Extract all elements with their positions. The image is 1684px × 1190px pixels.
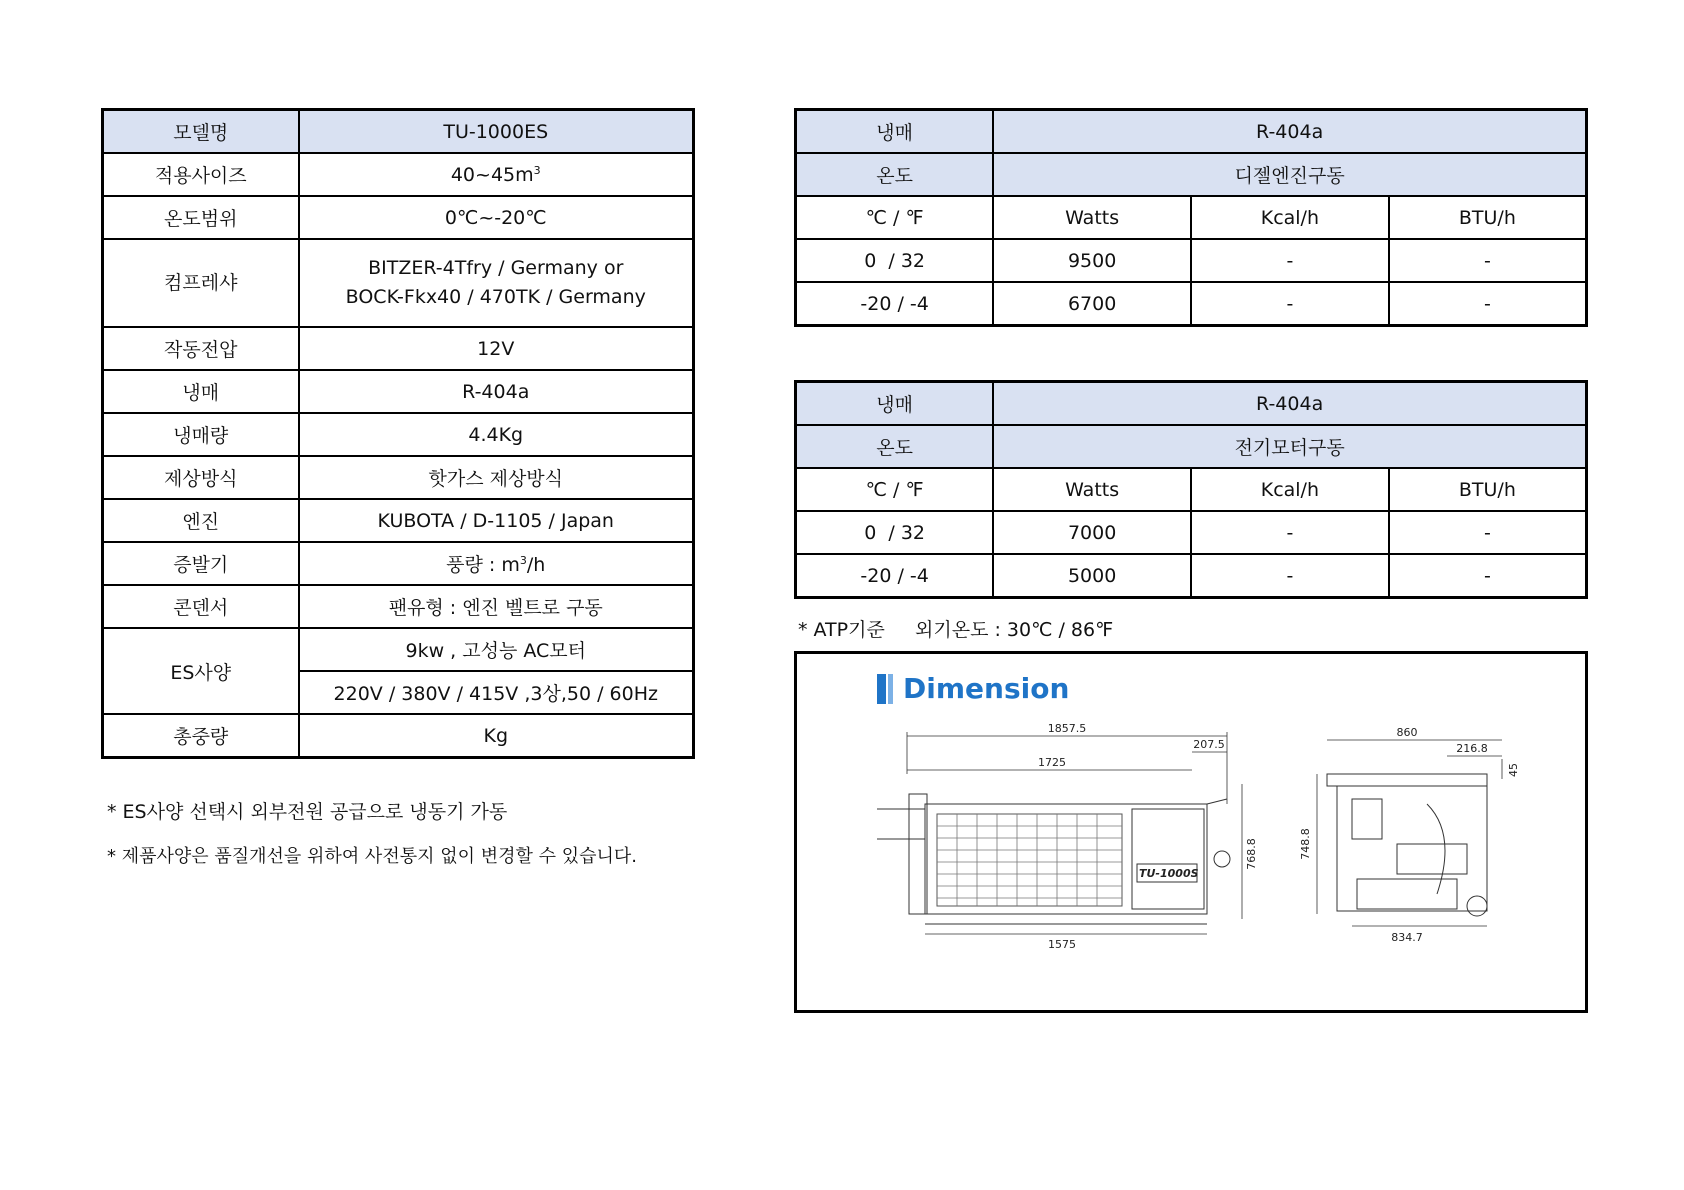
column-header: BTU/h bbox=[1389, 196, 1587, 239]
temp-label: 온도 bbox=[796, 153, 994, 196]
table-cell: - bbox=[1389, 239, 1587, 282]
refrigerant-value: R-404a bbox=[993, 382, 1586, 426]
spec-label: 냉매량 bbox=[103, 413, 299, 456]
title-accent-bar-light bbox=[888, 674, 893, 704]
spec-value bbox=[299, 239, 694, 327]
spec-label: 엔진 bbox=[103, 499, 299, 542]
table-row bbox=[796, 382, 1587, 426]
spec-label: 적용사이즈 bbox=[103, 153, 299, 196]
temp-label: 온도 bbox=[796, 425, 994, 468]
table-cell: - bbox=[1191, 282, 1389, 326]
table-row bbox=[103, 327, 694, 370]
dimension-drawing bbox=[797, 654, 1585, 1010]
table-cell: 7000 bbox=[993, 511, 1191, 554]
table-row bbox=[796, 282, 1587, 326]
spec-label: 작동전압 bbox=[103, 327, 299, 370]
table-row bbox=[103, 542, 694, 585]
spec-value: 0℃~-20℃ bbox=[299, 196, 694, 239]
spec-label: 냉매 bbox=[103, 370, 299, 413]
table-cell: -20 / -4 bbox=[796, 282, 994, 326]
model-label: TU-1000S bbox=[1139, 867, 1199, 880]
side-body-outline bbox=[1337, 786, 1487, 911]
table-row bbox=[103, 370, 694, 413]
table-row bbox=[103, 196, 694, 239]
column-header: Kcal/h bbox=[1191, 196, 1389, 239]
side-pipe bbox=[1427, 804, 1445, 894]
spec-label: ES사양 bbox=[103, 628, 299, 714]
dim-side-height: 748.8 bbox=[1299, 828, 1312, 860]
spec-value bbox=[299, 153, 694, 196]
spec-value: TU-1000ES bbox=[299, 110, 694, 154]
spec-label: 모델명 bbox=[103, 110, 299, 154]
table-cell: 0 / 32 bbox=[796, 239, 994, 282]
table-row bbox=[796, 110, 1587, 154]
table-row bbox=[796, 511, 1587, 554]
table-cell: -20 / -4 bbox=[796, 554, 994, 598]
left-bracket bbox=[909, 794, 927, 914]
spec-label: 증발기 bbox=[103, 542, 299, 585]
table-row bbox=[796, 425, 1587, 468]
table-row bbox=[103, 413, 694, 456]
dim-side-top: 45 bbox=[1507, 763, 1520, 777]
table-row bbox=[103, 239, 694, 327]
spec-value-text: 40~45m bbox=[450, 163, 534, 186]
es-note: * ES사양 선택시 외부전원 공급으로 냉동기 가동 bbox=[107, 801, 508, 823]
side-view bbox=[1327, 774, 1487, 916]
spec-value: 4.4Kg bbox=[299, 413, 694, 456]
table-header-row bbox=[796, 468, 1587, 511]
table-cell: - bbox=[1389, 511, 1587, 554]
dim-base-length: 1575 bbox=[1048, 938, 1076, 951]
table-cell: - bbox=[1191, 554, 1389, 598]
dim-offset: 207.5 bbox=[1193, 738, 1225, 751]
table-cell: 6700 bbox=[993, 282, 1191, 326]
spec-value: 9kw , 고성능 AC모터 bbox=[299, 628, 694, 671]
spec-value: 12V bbox=[299, 327, 694, 370]
dim-side-base: 834.7 bbox=[1391, 931, 1423, 944]
spec-value-line: BITZER-4Tfry / Germany or bbox=[368, 257, 624, 279]
spec-label: 제상방식 bbox=[103, 456, 299, 499]
drive-mode: 전기모터구동 bbox=[993, 425, 1586, 468]
atp-note: * ATP기준 외기온도 : 30℃ / 86℉ bbox=[798, 619, 1114, 641]
spec-note: * 제품사양은 품질개선을 위하여 사전통지 없이 변경할 수 있습니다. bbox=[107, 846, 637, 867]
table-row bbox=[796, 554, 1587, 598]
table-row bbox=[103, 714, 694, 758]
spec-value bbox=[299, 542, 694, 585]
refrigerant-label: 냉매 bbox=[796, 382, 994, 426]
condenser-grid-outline bbox=[937, 814, 1122, 906]
superscript: 3 bbox=[533, 163, 541, 177]
table-cell: 0 / 32 bbox=[796, 511, 994, 554]
table-row bbox=[103, 456, 694, 499]
spec-label: 컴프레샤 bbox=[103, 239, 299, 327]
spec-value: 220V / 380V / 415V ,3상,50 / 60Hz bbox=[299, 671, 694, 714]
fitting-circle bbox=[1214, 851, 1230, 867]
column-header: Watts bbox=[993, 468, 1191, 511]
side-dimension-lines bbox=[1317, 740, 1502, 926]
performance-table-electric bbox=[794, 380, 1588, 599]
spec-value: KUBOTA / D-1105 / Japan bbox=[299, 499, 694, 542]
dim-total-length: 1857.5 bbox=[1047, 722, 1087, 735]
column-header: BTU/h bbox=[1389, 468, 1587, 511]
refrigerant-value: R-404a bbox=[993, 110, 1586, 154]
drive-mode: 디젤엔진구동 bbox=[993, 153, 1586, 196]
spec-value: 핫가스 제상방식 bbox=[299, 456, 694, 499]
dim-side-width: 860 bbox=[1396, 726, 1418, 739]
dimension-panel bbox=[794, 651, 1588, 1013]
spec-value: 팬유형 : 엔진 벨트로 구동 bbox=[299, 585, 694, 628]
control-panel-outline bbox=[1132, 809, 1204, 909]
table-cell: - bbox=[1191, 511, 1389, 554]
column-header: ℃ / ℉ bbox=[796, 196, 994, 239]
column-header: Watts bbox=[993, 196, 1191, 239]
spec-label: 총중량 bbox=[103, 714, 299, 758]
column-header: Kcal/h bbox=[1191, 468, 1389, 511]
front-view bbox=[877, 794, 1230, 924]
spec-value-line: BOCK-Fkx40 / 470TK / Germany bbox=[345, 286, 646, 308]
table-row bbox=[103, 585, 694, 628]
table-cell: 9500 bbox=[993, 239, 1191, 282]
table-cell: - bbox=[1191, 239, 1389, 282]
table-row bbox=[103, 153, 694, 196]
dim-side-offset: 216.8 bbox=[1456, 742, 1488, 755]
front-body-outline bbox=[925, 804, 1207, 914]
spec-label: 온도범위 bbox=[103, 196, 299, 239]
condenser-grid bbox=[937, 814, 1122, 906]
table-row bbox=[103, 628, 694, 671]
performance-table-diesel bbox=[794, 108, 1588, 327]
table-row bbox=[103, 499, 694, 542]
spec-label: 콘덴서 bbox=[103, 585, 299, 628]
refrigerant-label: 냉매 bbox=[796, 110, 994, 154]
spec-value-suffix: /h bbox=[526, 554, 546, 576]
table-row bbox=[796, 239, 1587, 282]
table-row bbox=[103, 110, 694, 154]
table-row bbox=[796, 153, 1587, 196]
title-accent-bar bbox=[877, 674, 886, 704]
side-top-plate bbox=[1327, 774, 1487, 786]
superscript: 3 bbox=[519, 554, 527, 567]
dimension-title-text: Dimension bbox=[903, 672, 1070, 705]
spec-value: R-404a bbox=[299, 370, 694, 413]
table-cell: 5000 bbox=[993, 554, 1191, 598]
spec-value-text: 풍량 : m bbox=[446, 554, 520, 576]
table-cell: - bbox=[1389, 554, 1587, 598]
dim-height: 768.8 bbox=[1245, 838, 1258, 870]
dim-body-length: 1725 bbox=[1038, 756, 1066, 769]
side-fitting bbox=[1467, 896, 1487, 916]
dimension-title bbox=[877, 672, 1069, 705]
spec-table bbox=[101, 108, 695, 759]
table-cell: - bbox=[1389, 282, 1587, 326]
table-header-row bbox=[796, 196, 1587, 239]
spec-value: Kg bbox=[299, 714, 694, 758]
column-header: ℃ / ℉ bbox=[796, 468, 994, 511]
